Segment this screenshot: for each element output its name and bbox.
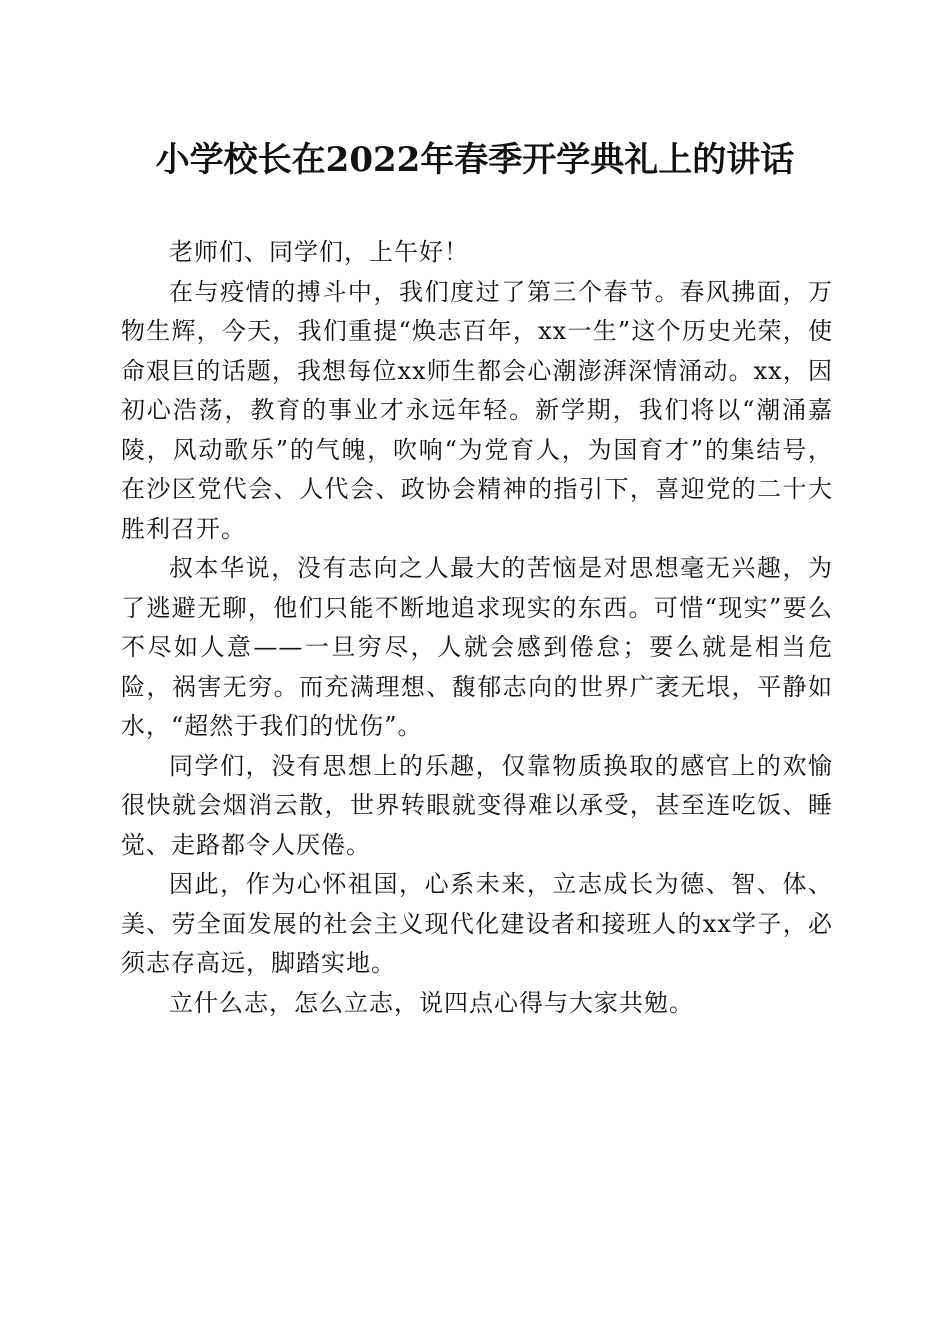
document-title: 小学校长在2022年春季开学典礼上的讲话: [155, 140, 795, 180]
paragraph-greeting: 老师们、同学们，上午好！: [169, 238, 469, 266]
paragraph-schopenhauer: 叔本华说，没有志向之人最大的苦恼是对思想毫无兴趣，为了逃避无聊，他们只能不断地追求现实的东西。可惜“现实”要么不尽如人意——一旦穷尽，人就会感到倦怠；要么就是相当危险，祸害无穷。而充满理想、馥郁志向的世界广袤无垠，平静如水，“超然于我们的忧伤”。: [121, 554, 833, 740]
document-body: [121, 233, 833, 1023]
paragraph-four-points: 立什么志，怎么立志，说四点心得与大家共勉。: [169, 988, 694, 1017]
paragraph-students: 同学们，没有思想上的乐趣，仅靠物质换取的感官上的欢愉很快就会烟消云散，世界转眼就变得难以承受，甚至连吃饭、睡觉、走路都令人厌倦。: [121, 751, 833, 859]
paragraph-therefore: 因此，作为心怀祖国，心系未来，立志成长为德、智、体、美、劳全面发展的社会主义现代化建设者和接班人的xx学子，必须志存高远，脚踏实地。: [121, 870, 833, 977]
paragraph-spring: 在与疫情的搏斗中，我们度过了第三个春节。春风拂面，万物生辉，今天，我们重提“焕志百年，xx一生”这个历史光荣，使命艰巨的话题，我想每位xx师生都会心潮澎湃深情涌动。xx，因初心浩荡，教育的事业才永远年轻。新学期，我们将以“潮涌嘉陵，风动歌乐”的气魄，吹响“为党育人，为国育才”的集结号，在沙区党代会、人代会、政协会精神的指引下，喜迎党的二十大胜利召开。: [121, 277, 833, 543]
